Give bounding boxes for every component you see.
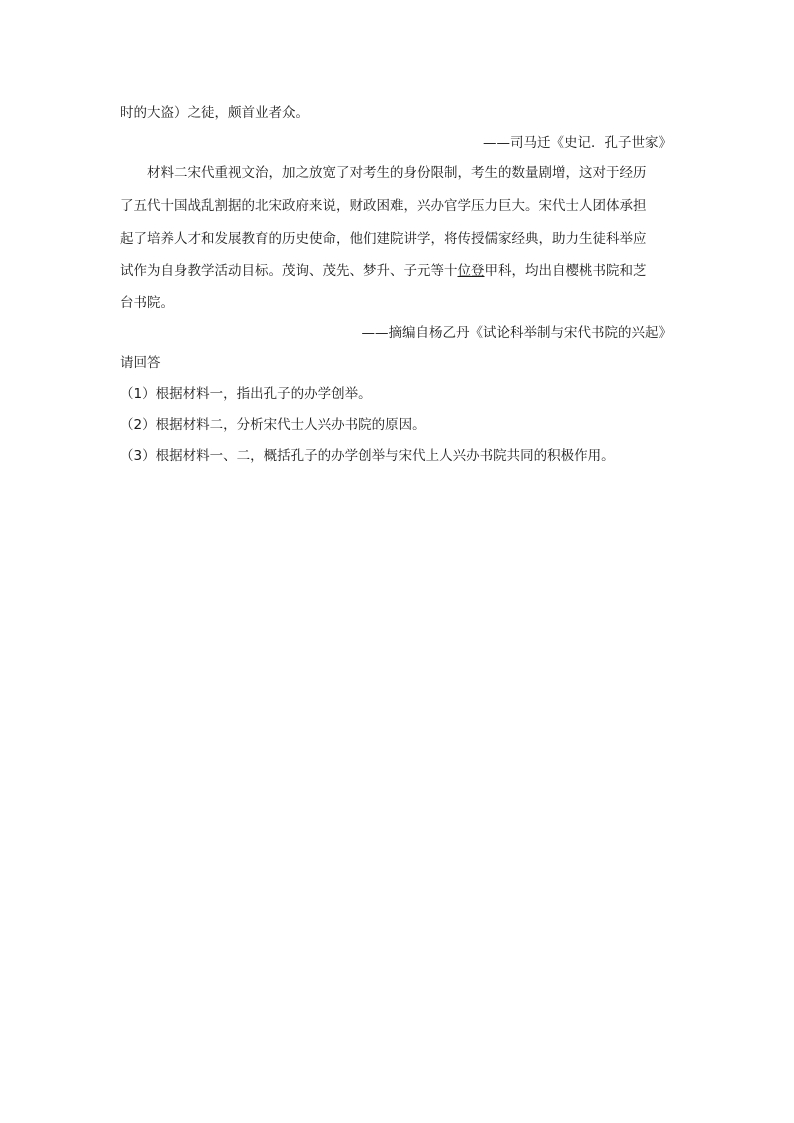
material-one-source: ——司马迁《史记．孔子世家》 <box>483 135 672 151</box>
question-3: （3）根据材料一、二，概括孔子的办学创举与宋代上人兴办书院共同的积极作用。 <box>120 448 615 464</box>
material-two-line-3: 起了培养人才和发展教育的历史使命，他们建院讲学，将传授儒家经典，助力生徒科举应 <box>120 231 647 247</box>
material-two-line-5: 台书院。 <box>120 295 174 311</box>
material-two-source: ——摘编自杨乙丹《试论科举制与宋代书院的兴起》 <box>361 325 672 341</box>
material-two-line-1: 材料二宋代重视文治，加之放宽了对考生的身份限制，考生的数量剧增，这对于经历 <box>147 165 647 181</box>
material-two-line-4 <box>120 262 672 280</box>
material-two-line-4-start: 试作为自身教学活动目标。茂询、茂先、梦升、子元等十 <box>120 263 458 279</box>
question-1: （1）根据材料一，指出孔子的办学创举。 <box>120 386 372 402</box>
question-2: （2）根据材料二，分析宋代士人兴办书院的原因。 <box>120 417 426 433</box>
material-two-line-4-end: 甲科，均出自樱桃书院和芝 <box>484 263 647 279</box>
material-two-line-2: 了五代十国战乱割据的北宋政府来说，财政困难，兴办官学压力巨大。宋代士人团体承担 <box>120 198 647 214</box>
answer-prompt: 请回答 <box>120 355 161 371</box>
material-one-tail: 时的大盗）之徒，颇首业者众。 <box>120 105 309 121</box>
material-two-underlined-text: 位登 <box>457 263 485 279</box>
